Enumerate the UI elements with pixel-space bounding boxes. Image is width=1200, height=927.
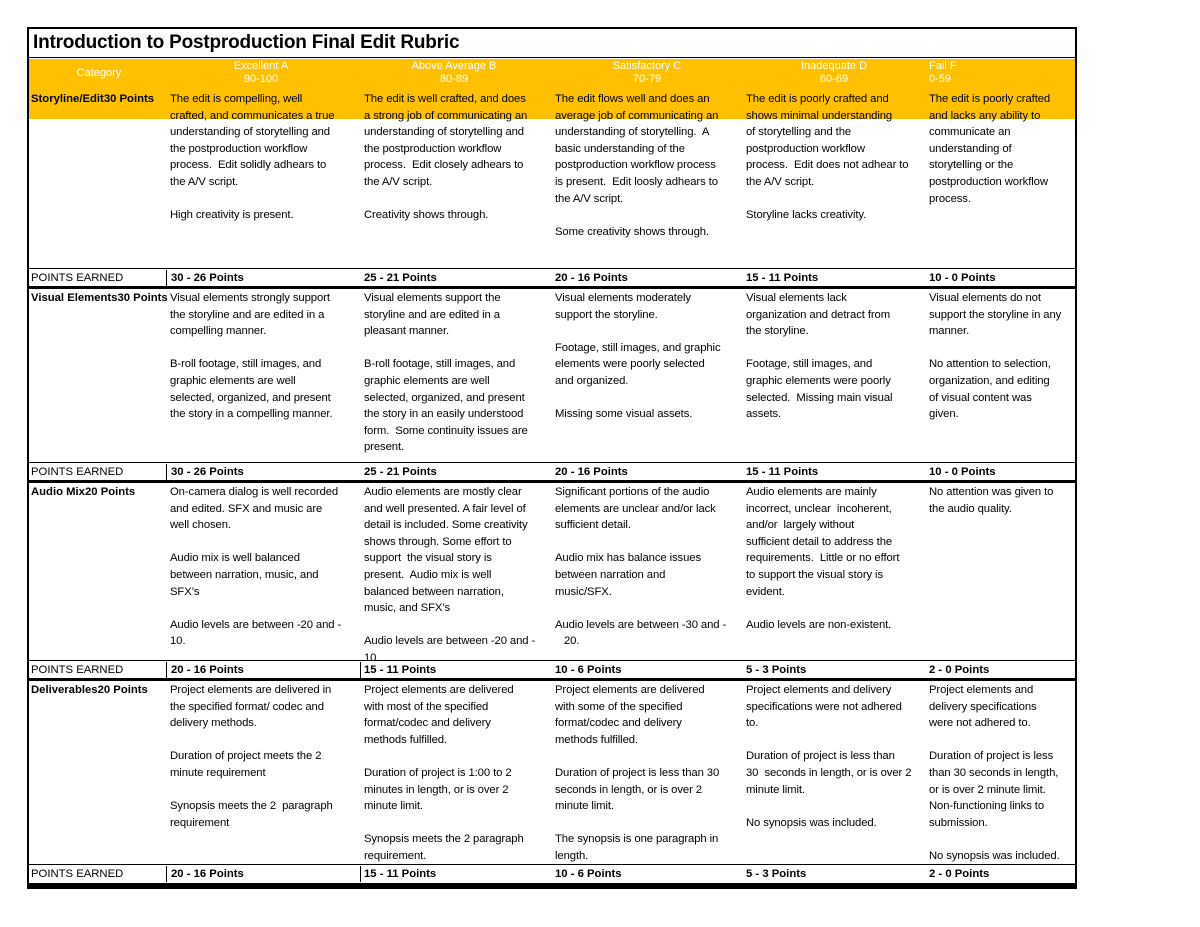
cell-deliverables-c bbox=[555, 682, 719, 865]
cell-line: delivery methods. bbox=[170, 717, 257, 730]
cell-line: Duration of project is less than bbox=[746, 750, 895, 763]
cell-line: Visual elements lack bbox=[746, 292, 847, 304]
cell-line bbox=[364, 617, 535, 634]
cell-line: of storytelling and the bbox=[746, 126, 852, 139]
cell-line: were not adhered to. bbox=[929, 717, 1031, 730]
cell-line: Audio elements are mainly bbox=[746, 486, 877, 498]
cell-line: organization, and editing bbox=[929, 374, 1050, 387]
cell-line: Footage, still images, and bbox=[746, 358, 873, 371]
cell-line: postproduction workflow bbox=[929, 175, 1048, 188]
cell-storyline-b bbox=[364, 91, 527, 224]
cell-tick bbox=[166, 270, 167, 286]
cell-line: the specified format/ codec and bbox=[170, 700, 324, 713]
cell-line: evident. bbox=[746, 585, 785, 598]
cell-line: elements were poorly selected bbox=[555, 358, 705, 371]
header-category-label: Category bbox=[76, 67, 122, 79]
category-audio bbox=[31, 484, 135, 501]
cell-line: assets. bbox=[746, 408, 782, 421]
cell-storyline-d bbox=[746, 91, 909, 224]
cell-line: The synopsis is one paragraph in bbox=[555, 833, 719, 846]
cell-line: given. bbox=[929, 408, 959, 421]
cell-line: Duration of project is less than 30 bbox=[555, 766, 720, 779]
cell-line: understanding of storytelling and bbox=[170, 126, 330, 139]
cell-line bbox=[170, 732, 333, 749]
rubric-sheet bbox=[27, 27, 1077, 889]
category-deliverables bbox=[31, 682, 148, 699]
cell-line: detail is included. Some creativity bbox=[364, 519, 528, 532]
cell-line: requirements. Little or no effort bbox=[746, 552, 900, 565]
header-grade-d: Inadequate D bbox=[800, 60, 868, 72]
cell-audio-f bbox=[929, 484, 1053, 517]
earned-visual-c: 20 - 16 Points bbox=[555, 466, 628, 478]
earned-audio-b: 15 - 11 Points bbox=[364, 664, 437, 676]
cell-storyline-f bbox=[929, 91, 1050, 207]
earned-audio-d: 5 - 3 Points bbox=[746, 664, 807, 676]
cell-line: Audio levels are between -30 and - bbox=[555, 618, 727, 631]
cell-line: a strong job of communicating an bbox=[364, 109, 528, 122]
cell-line: organization and detract from bbox=[746, 308, 891, 321]
header-col-a bbox=[166, 60, 356, 86]
earned-deliverables-c: 10 - 6 Points bbox=[555, 868, 622, 880]
cell-line: elements are unclear and/or lack bbox=[555, 502, 716, 515]
cell-audio-b bbox=[364, 484, 535, 667]
cell-line: understanding of storytelling. A bbox=[555, 126, 710, 139]
cell-line: seconds in length, or is over 2 bbox=[555, 783, 702, 796]
cell-line: support the visual story is bbox=[364, 552, 492, 565]
cell-line: and organized. bbox=[555, 374, 629, 387]
cell-line: the A/V script. bbox=[555, 192, 624, 205]
cell-line: No attention to selection, bbox=[929, 358, 1051, 371]
cell-line: the story in a compelling manner. bbox=[170, 408, 333, 421]
cell-line: the postproduction workflow bbox=[170, 142, 308, 155]
cell-line: selected. Missing main visual bbox=[746, 391, 893, 404]
cell-line: Some creativity shows through. bbox=[555, 225, 709, 238]
cell-line bbox=[555, 534, 726, 551]
cell-line: average job of communicating an bbox=[555, 109, 719, 122]
cell-line: The edit is poorly crafted and bbox=[746, 93, 889, 105]
cell-line: manner. bbox=[929, 325, 970, 338]
category-name: Audio Mix bbox=[31, 486, 85, 498]
cell-line: No synopsis was included. bbox=[746, 816, 877, 829]
cell-line: than 30 seconds in length, bbox=[929, 766, 1059, 779]
cell-line: No synopsis was included. bbox=[929, 849, 1060, 862]
cell-line: crafted, and communicates a true bbox=[170, 109, 335, 122]
category-points: 30 Points bbox=[103, 93, 155, 105]
header-col-f bbox=[929, 60, 1049, 86]
row-divider bbox=[29, 864, 1075, 865]
earned-storyline-c: 20 - 16 Points bbox=[555, 272, 628, 284]
cell-tick bbox=[166, 866, 167, 882]
header-col-d bbox=[739, 60, 929, 86]
points-earned-label: POINTS EARNED bbox=[31, 868, 124, 880]
cell-line: Footage, still images, and graphic bbox=[555, 341, 721, 354]
cell-line: well chosen. bbox=[170, 519, 231, 532]
header-grade-a: Excellent A bbox=[233, 60, 289, 72]
header-grade-f: Fail F bbox=[929, 60, 957, 72]
cell-line bbox=[746, 798, 911, 815]
cell-line: Project elements are delivered bbox=[364, 684, 514, 696]
bottom-border bbox=[27, 883, 1077, 889]
cell-line: Project elements and delivery bbox=[746, 684, 892, 696]
cell-line: On-camera dialog is well recorded bbox=[170, 486, 339, 498]
header-range-f: 0-59 bbox=[929, 73, 952, 85]
cell-line: Audio mix has balance issues bbox=[555, 552, 702, 565]
cell-line bbox=[555, 323, 721, 340]
cell-audio-d bbox=[746, 484, 899, 633]
cell-line bbox=[364, 191, 527, 208]
cell-line: methods fulfilled. bbox=[555, 733, 638, 746]
cell-line: between narration and bbox=[555, 568, 666, 581]
cell-line: the A/V script. bbox=[746, 175, 815, 188]
cell-line: to support the visual story is bbox=[746, 568, 884, 581]
cell-audio-a bbox=[170, 484, 341, 650]
cell-line: format/codec and delivery bbox=[364, 717, 491, 730]
cell-line bbox=[170, 534, 341, 551]
row-divider bbox=[29, 660, 1075, 661]
cell-line: with most of the specified bbox=[364, 700, 489, 713]
cell-line: sufficient detail. bbox=[555, 519, 631, 532]
cell-line bbox=[746, 600, 899, 617]
cell-line: of visual content was bbox=[929, 391, 1032, 404]
earned-deliverables-f: 2 - 0 Points bbox=[929, 868, 990, 880]
cell-visual-c bbox=[555, 290, 721, 423]
earned-visual-f: 10 - 0 Points bbox=[929, 466, 996, 478]
cell-line: and well presented. A fair level of bbox=[364, 502, 526, 515]
cell-deliverables-d bbox=[746, 682, 911, 831]
earned-deliverables-b: 15 - 11 Points bbox=[364, 868, 437, 880]
cell-line: present. bbox=[364, 441, 405, 454]
cell-line: the storyline and are edited in a bbox=[170, 308, 325, 321]
header-col-c bbox=[552, 60, 742, 86]
cell-storyline-c bbox=[555, 91, 718, 240]
points-earned-label: POINTS EARNED bbox=[31, 272, 124, 284]
row-divider bbox=[29, 462, 1075, 463]
cell-tick bbox=[360, 866, 361, 882]
cell-line: B-roll footage, still images, and bbox=[364, 358, 516, 371]
points-earned-label: POINTS EARNED bbox=[31, 466, 124, 478]
category-storyline bbox=[31, 91, 154, 108]
header-range-b: 80-89 bbox=[439, 73, 469, 85]
cell-line: graphic elements are well bbox=[364, 374, 490, 387]
cell-line: the audio quality. bbox=[929, 502, 1012, 515]
category-visual bbox=[31, 290, 168, 307]
cell-visual-f bbox=[929, 290, 1061, 423]
earned-deliverables-d: 5 - 3 Points bbox=[746, 868, 807, 880]
cell-visual-a bbox=[170, 290, 332, 423]
cell-line: Synopsis meets the 2 paragraph bbox=[170, 800, 333, 813]
earned-storyline-b: 25 - 21 Points bbox=[364, 272, 437, 284]
cell-line: Significant portions of the audio bbox=[555, 486, 710, 498]
cell-line: 10. bbox=[364, 651, 380, 664]
cell-line: The edit is poorly crafted bbox=[929, 93, 1051, 105]
cell-line: the A/V script. bbox=[364, 175, 433, 188]
cell-line bbox=[929, 831, 1060, 848]
cell-line: requirement. bbox=[364, 849, 427, 862]
cell-line: Visual elements support the bbox=[364, 292, 501, 304]
cell-line: understanding of bbox=[929, 142, 1012, 155]
cell-line: Project elements and bbox=[929, 684, 1034, 696]
section-divider bbox=[29, 480, 1075, 483]
cell-line: selected, organized, and present bbox=[364, 391, 525, 404]
cell-audio-c bbox=[555, 484, 726, 633]
cell-line: is present. Edit loosly adhears to bbox=[555, 175, 718, 188]
cell-line: with some of the specified bbox=[555, 700, 683, 713]
cell-line: communicate an bbox=[929, 126, 1011, 139]
document-title: Introduction to Postproduction Final Edit Rubric bbox=[33, 32, 460, 53]
cell-line: Audio levels are non-existent. bbox=[746, 618, 892, 631]
cell-line bbox=[746, 340, 892, 357]
cell-line bbox=[170, 782, 333, 799]
cell-line: support the storyline in any bbox=[929, 308, 1062, 321]
cell-line bbox=[555, 815, 719, 832]
cell-line bbox=[170, 600, 341, 617]
cell-line: postproduction workflow process bbox=[555, 159, 716, 172]
cell-line: minute requirement bbox=[170, 766, 266, 779]
cell-line: incorrect, unclear incoherent, bbox=[746, 502, 892, 515]
earned-storyline-a: 30 - 26 Points bbox=[171, 272, 244, 284]
earned-audio-f: 2 - 0 Points bbox=[929, 664, 990, 676]
category-points: 20 Points bbox=[84, 486, 136, 498]
cell-line: selected, organized, and present bbox=[170, 391, 331, 404]
cell-line bbox=[929, 732, 1060, 749]
cell-line: Duration of project is less bbox=[929, 750, 1054, 763]
cell-line: and edited. SFX and music are bbox=[170, 502, 323, 515]
cell-line: Audio mix is well balanced bbox=[170, 552, 300, 565]
cell-line: Duration of project is 1:00 to 2 bbox=[364, 766, 512, 779]
cell-visual-b bbox=[364, 290, 528, 456]
cell-line bbox=[364, 815, 524, 832]
cell-line: 10. bbox=[170, 635, 186, 648]
cell-line bbox=[929, 340, 1061, 357]
cell-line: shows through. Some effort to bbox=[364, 535, 512, 548]
cell-line bbox=[555, 600, 726, 617]
cell-line: Project elements are delivered bbox=[555, 684, 705, 696]
cell-line bbox=[170, 191, 334, 208]
cell-line: requirement bbox=[170, 816, 230, 829]
cell-line: process. Edit closely adhears to bbox=[364, 159, 524, 172]
cell-line: support the storyline. bbox=[555, 308, 658, 321]
earned-audio-c: 10 - 6 Points bbox=[555, 664, 622, 676]
cell-line: Audio levels are between -20 and - bbox=[364, 635, 536, 648]
cell-line: specifications were not adhered bbox=[746, 700, 902, 713]
cell-line: basic understanding of the bbox=[555, 142, 685, 155]
cell-line: between narration, music, and bbox=[170, 568, 319, 581]
cell-line bbox=[746, 732, 911, 749]
cell-tick bbox=[166, 662, 167, 678]
cell-line: B-roll footage, still images, and bbox=[170, 358, 322, 371]
cell-line: The edit flows well and does an bbox=[555, 93, 710, 105]
cell-line: graphic elements were poorly bbox=[746, 374, 891, 387]
cell-line: minute limit. bbox=[746, 783, 805, 796]
earned-storyline-f: 10 - 0 Points bbox=[929, 272, 996, 284]
header-range-c: 70-79 bbox=[632, 73, 662, 85]
cell-line: Visual elements do not bbox=[929, 292, 1041, 304]
cell-line: length. bbox=[555, 849, 589, 862]
cell-line bbox=[364, 748, 524, 765]
section-divider bbox=[29, 678, 1075, 681]
cell-line bbox=[555, 390, 721, 407]
cell-line: the storyline. bbox=[746, 325, 809, 338]
cell-line: delivery specifications bbox=[929, 700, 1037, 713]
cell-line: Duration of project meets the 2 bbox=[170, 750, 322, 763]
cell-deliverables-a bbox=[170, 682, 333, 831]
cell-line: Storyline lacks creativity. bbox=[746, 209, 867, 222]
cell-line: methods fulfilled. bbox=[364, 733, 447, 746]
earned-visual-b: 25 - 21 Points bbox=[364, 466, 437, 478]
cell-line: Missing some visual assets. bbox=[555, 408, 693, 421]
header-range-d: 60-69 bbox=[819, 73, 849, 85]
cell-audio-c-overflow: 20. bbox=[564, 635, 580, 647]
cell-line: High creativity is present. bbox=[170, 209, 294, 222]
header-col-b bbox=[359, 60, 549, 86]
earned-visual-a: 30 - 26 Points bbox=[171, 466, 244, 478]
cell-line bbox=[555, 207, 718, 224]
cell-line: Non-functioning links to bbox=[929, 800, 1045, 813]
header-range-a: 90-100 bbox=[243, 73, 279, 85]
cell-line: Project elements are delivered in bbox=[170, 684, 332, 696]
cell-line: 30 seconds in length, or is over 2 bbox=[746, 766, 912, 779]
cell-line: submission. bbox=[929, 816, 988, 829]
cell-tick bbox=[360, 662, 361, 678]
cell-line: minute limit. bbox=[555, 800, 614, 813]
cell-line bbox=[555, 748, 719, 765]
category-points: 30 Points bbox=[117, 292, 168, 304]
cell-line: postproduction workflow bbox=[746, 142, 865, 155]
cell-line: music, and SFX’s bbox=[364, 602, 451, 615]
cell-line: The edit is compelling, well bbox=[170, 93, 303, 105]
category-name: Deliverables bbox=[31, 684, 98, 696]
cell-line: balanced between narration, bbox=[364, 585, 504, 598]
section-divider bbox=[29, 286, 1075, 289]
category-name: Visual Elements bbox=[31, 292, 118, 304]
cell-line bbox=[364, 340, 528, 357]
cell-line: music/SFX. bbox=[555, 585, 612, 598]
cell-line: the A/V script. bbox=[170, 175, 239, 188]
cell-deliverables-f bbox=[929, 682, 1060, 865]
cell-line: understanding of storytelling and bbox=[364, 126, 524, 139]
cell-line: SFX’s bbox=[170, 585, 200, 598]
header-grade-c: Satisfactory C bbox=[612, 60, 682, 72]
cell-line: Synopsis meets the 2 paragraph bbox=[364, 833, 524, 846]
earned-deliverables-a: 20 - 16 Points bbox=[171, 868, 244, 880]
header-category bbox=[29, 67, 169, 80]
cell-line: storyline and are edited in a bbox=[364, 308, 500, 321]
cell-line: storytelling or the bbox=[929, 159, 1014, 172]
cell-line: compelling manner. bbox=[170, 325, 267, 338]
cell-line: The edit is well crafted, and does bbox=[364, 93, 526, 105]
cell-line: Visual elements moderately bbox=[555, 292, 691, 304]
header-grade-b: Above Average B bbox=[411, 60, 497, 72]
cell-line bbox=[746, 191, 909, 208]
category-points: 20 Points bbox=[97, 684, 148, 696]
cell-line: Creativity shows through. bbox=[364, 209, 489, 222]
cell-deliverables-b bbox=[364, 682, 524, 865]
cell-line: and/or largely without bbox=[746, 519, 855, 532]
cell-line: Audio levels are between -20 and - bbox=[170, 618, 342, 631]
title-divider bbox=[29, 57, 1075, 58]
cell-tick bbox=[166, 464, 167, 480]
cell-line: present. Audio mix is well bbox=[364, 568, 492, 581]
cell-line: format/codec and delivery bbox=[555, 717, 682, 730]
earned-audio-a: 20 - 16 Points bbox=[171, 664, 244, 676]
cell-line: process. Edit does not adhear to bbox=[746, 159, 909, 172]
cell-visual-d bbox=[746, 290, 892, 423]
cell-line: pleasant manner. bbox=[364, 325, 450, 338]
cell-line: to. bbox=[746, 717, 759, 730]
earned-storyline-d: 15 - 11 Points bbox=[746, 272, 819, 284]
row-divider bbox=[29, 268, 1075, 269]
cell-line: the story in an easily understood bbox=[364, 408, 524, 421]
cell-line: Audio elements are mostly clear bbox=[364, 486, 522, 498]
cell-line bbox=[170, 340, 332, 357]
earned-visual-d: 15 - 11 Points bbox=[746, 466, 819, 478]
cell-line: shows minimal understanding bbox=[746, 109, 893, 122]
cell-line: the postproduction workflow bbox=[364, 142, 502, 155]
cell-line: Visual elements strongly support bbox=[170, 292, 330, 304]
cell-line: graphic elements are well bbox=[170, 374, 296, 387]
cell-line: process. bbox=[929, 192, 971, 205]
cell-line: sufficient detail to address the bbox=[746, 535, 893, 548]
cell-line: No attention was given to bbox=[929, 486, 1054, 498]
cell-line: minutes in length, or is over 2 bbox=[364, 783, 509, 796]
points-earned-label: POINTS EARNED bbox=[31, 664, 124, 676]
cell-line: or is over 2 minute limit. bbox=[929, 783, 1046, 796]
cell-line: form. Some continuity issues are bbox=[364, 424, 528, 437]
cell-line: and lacks any ability to bbox=[929, 109, 1041, 122]
cell-line: minute limit. bbox=[364, 800, 423, 813]
category-name: Storyline/Edit bbox=[31, 93, 104, 105]
cell-storyline-a bbox=[170, 91, 334, 224]
cell-line: process. Edit solidly adhears to bbox=[170, 159, 327, 172]
